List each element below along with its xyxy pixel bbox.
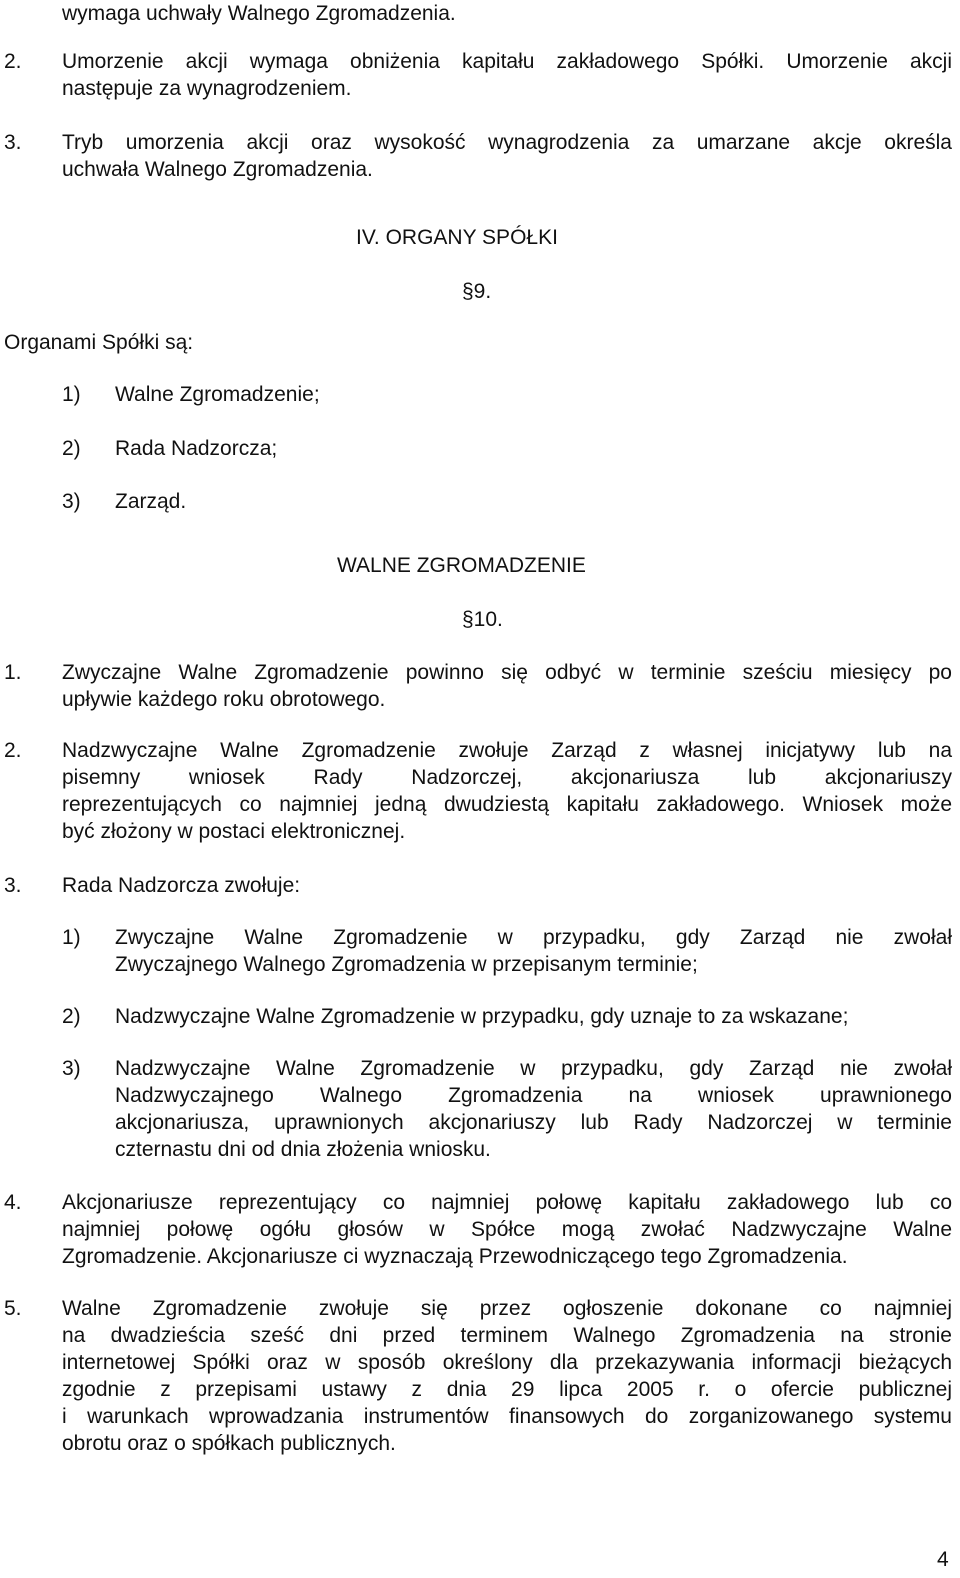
- text-line: na dwadzieścia sześć dni przed terminem Walnego Zgromadzenia na stronie: [62, 1324, 952, 1347]
- paragraph-number: 2.: [4, 739, 22, 762]
- text-line: uchwała Walnego Zgromadzenia.: [62, 158, 373, 181]
- list-item: [115, 1055, 952, 1163]
- list-item: [115, 924, 952, 978]
- page-number: 4: [937, 1548, 949, 1571]
- text-line: czternastu dni od dnia złożenia wniosku.: [115, 1138, 491, 1161]
- list-item-number: 2): [62, 1005, 81, 1028]
- list-item-number: 2): [62, 437, 81, 460]
- text-line: najmniej połowę ogółu głosów w Spółce mogą zwołać Nadzwyczajne Walne: [62, 1218, 952, 1241]
- list-item-number: 1): [62, 926, 81, 949]
- text-line: być złożony w postaci elektronicznej.: [62, 820, 406, 843]
- paragraph-tryb-umorzenia: [62, 129, 952, 183]
- organs-intro: Organami Spółki są:: [4, 331, 194, 354]
- list-item: Nadzwyczajne Walne Zgromadzenie w przypadku, gdy uznaje to za wskazane;: [115, 1005, 849, 1028]
- paragraph-number: 4.: [4, 1191, 22, 1214]
- text-line: upływie każdego roku obrotowego.: [62, 688, 386, 711]
- text-line: i warunkach wprowadzania instrumentów finansowych do zorganizowanego systemu: [62, 1405, 952, 1428]
- paragraph-number: 2.: [4, 50, 22, 73]
- paragraph-number: 5.: [4, 1297, 22, 1320]
- paragraph-mark: §10.: [462, 608, 503, 631]
- text-line: pisemny wniosek Rady Nadzorczej, akcjonariusza lub akcjonariuszy: [62, 766, 952, 789]
- text-line: Walne Zgromadzenie zwołuje się przez ogłoszenie dokonane co najmniej: [62, 1297, 952, 1320]
- text-line: reprezentujących co najmniej jedną dwudziestą kapitału zakładowego. Wniosek może: [62, 793, 952, 816]
- prev-paragraph-continuation: wymaga uchwały Walnego Zgromadzenia.: [62, 2, 456, 25]
- text-line: Nadzwyczajne Walne Zgromadzenie zwołuje Zarząd z własnej inicjatywy lub na: [62, 739, 952, 762]
- text-line: akcjonariusza, uprawnionych akcjonariuszy lub Rady Nadzorczej w terminie: [115, 1111, 952, 1134]
- list-item: Rada Nadzorcza;: [115, 437, 278, 460]
- paragraph-number: 1.: [4, 661, 22, 684]
- text-line: Zwyczajne Walne Zgromadzenie powinno się odbyć w terminie sześciu miesięcy po: [62, 661, 952, 684]
- text-line: internetowej Spółki oraz w sposób określony dla przekazywania informacji bieżących: [62, 1351, 952, 1374]
- text-line: następuje za wynagrodzeniem.: [62, 77, 352, 100]
- text-line: Tryb umorzenia akcji oraz wysokość wynagrodzenia za umarzane akcje określa: [62, 131, 952, 154]
- text-line: Nadzwyczajnego Walnego Zgromadzenia na wniosek uprawnionego: [115, 1084, 952, 1107]
- paragraph-umorzenie: [62, 48, 952, 102]
- text-line: zgodnie z przepisami ustawy z dnia 29 lipca 2005 r. o ofercie publicznej: [62, 1378, 952, 1401]
- section-heading: IV. ORGANY SPÓŁKI: [356, 226, 558, 249]
- text-line: obrotu oraz o spółkach publicznych.: [62, 1432, 396, 1455]
- paragraph-zwolanie: [62, 1295, 952, 1457]
- list-item-number: 3): [62, 1057, 81, 1080]
- paragraph-akcjonariusze: [62, 1189, 952, 1270]
- list-item: Zarząd.: [115, 490, 187, 513]
- paragraph-mark: §9.: [462, 280, 492, 303]
- text-line: Zwyczajnego Walnego Zgromadzenia w przepisanym terminie;: [115, 953, 698, 976]
- paragraph-zwyczajne: [62, 659, 952, 713]
- text-line: Zgromadzenie. Akcjonariusze ci wyznaczają Przewodniczącego tego Zgromadzenia.: [62, 1245, 848, 1268]
- paragraph-number: 3.: [4, 874, 22, 897]
- text-line: Zwyczajne Walne Zgromadzenie w przypadku, gdy Zarząd nie zwołał: [115, 926, 952, 949]
- list-item-number: 1): [62, 383, 81, 406]
- list-item: Walne Zgromadzenie;: [115, 383, 320, 406]
- paragraph-number: 3.: [4, 131, 22, 154]
- list-item-number: 3): [62, 490, 81, 513]
- text-line: Nadzwyczajne Walne Zgromadzenie w przypadku, gdy Zarząd nie zwołał: [115, 1057, 952, 1080]
- section-heading: WALNE ZGROMADZENIE: [337, 554, 586, 577]
- text-line: Akcjonariusze reprezentujący co najmniej połowę kapitału zakładowego lub co: [62, 1191, 952, 1214]
- paragraph-rada-zwoluje: Rada Nadzorcza zwołuje:: [62, 874, 301, 897]
- text-line: Umorzenie akcji wymaga obniżenia kapitału zakładowego Spółki. Umorzenie akcji: [62, 50, 952, 73]
- paragraph-nadzwyczajne: [62, 737, 952, 845]
